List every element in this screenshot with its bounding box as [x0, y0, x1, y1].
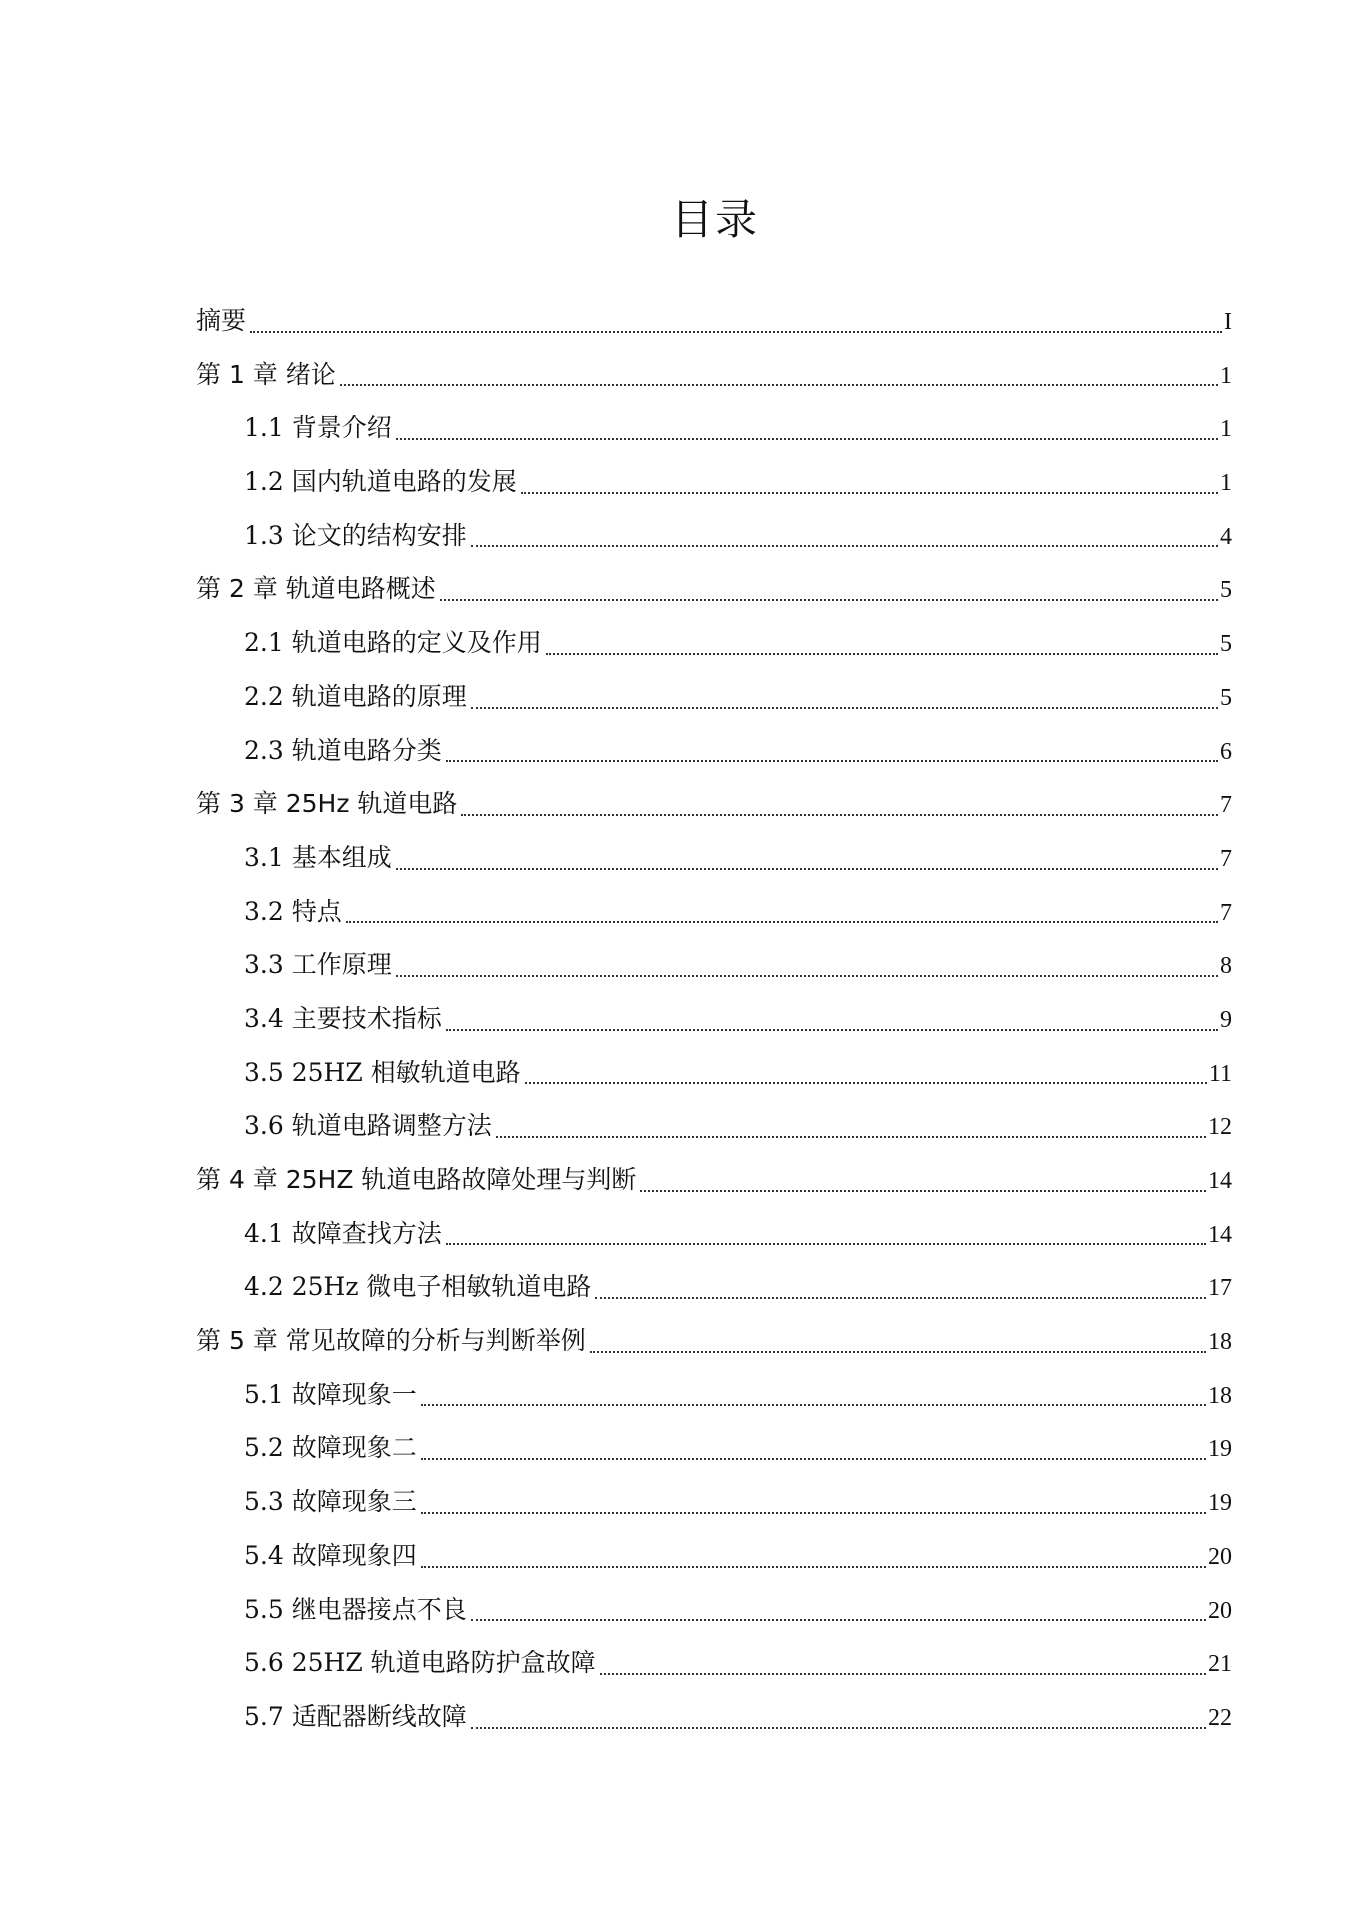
toc-entry-label: 摘要 [196, 306, 247, 335]
toc-entry[interactable] [196, 1099, 1232, 1153]
toc-entry-page: 5 [1220, 631, 1232, 658]
toc-entry[interactable] [196, 992, 1232, 1046]
toc-entry-page: 20 [1208, 1597, 1232, 1624]
toc-entry-label: 5.2 故障现象二 [244, 1433, 417, 1463]
toc-entry-page: 11 [1208, 1060, 1232, 1087]
toc-entry-label: 第 1 章 绪论 [196, 359, 336, 389]
toc-entry-label: 3.1 基本组成 [244, 842, 392, 872]
toc-entry-page: 19 [1208, 1490, 1232, 1517]
toc-entry-label: 3.3 工作原理 [244, 950, 392, 980]
dot-leader [461, 814, 1218, 816]
toc-entry-label: 5.3 故障现象三 [244, 1487, 417, 1517]
toc-entry[interactable] [196, 885, 1232, 939]
toc-entry-label: 1.1 背景介绍 [244, 413, 392, 443]
dot-leader [521, 492, 1218, 494]
toc-entry-label: 4.1 故障查找方法 [244, 1218, 442, 1248]
dot-leader [471, 1727, 1206, 1729]
toc-entry[interactable] [196, 724, 1232, 778]
toc-entry-page: I [1224, 309, 1232, 335]
dot-leader [440, 599, 1218, 601]
toc-title: 目录 [670, 195, 759, 244]
toc-entry-page: 18 [1208, 1382, 1232, 1409]
toc-entry-page: 22 [1208, 1704, 1232, 1731]
toc-entry-label: 3.2 特点 [244, 896, 342, 926]
dot-leader [471, 545, 1218, 547]
toc-entry[interactable] [196, 670, 1232, 724]
dot-leader [421, 1404, 1206, 1406]
toc-entry-label: 2.3 轨道电路分类 [244, 735, 442, 765]
toc-entry-label: 第 4 章 25HZ 轨道电路故障处理与判断 [196, 1165, 637, 1194]
toc-entry-page: 7 [1220, 899, 1232, 926]
toc-entry-page: 9 [1220, 1006, 1232, 1033]
dot-leader [595, 1297, 1206, 1299]
toc-entry-page: 5 [1220, 577, 1232, 604]
toc-entry-page: 7 [1220, 792, 1232, 819]
toc-entry-page: 14 [1208, 1221, 1232, 1248]
toc-entry[interactable] [196, 401, 1232, 455]
dot-leader [396, 868, 1218, 870]
dot-leader [496, 1136, 1206, 1138]
toc-entry[interactable] [196, 1207, 1232, 1261]
toc-entry[interactable] [196, 455, 1232, 509]
toc-entry[interactable] [196, 1153, 1232, 1207]
dot-leader [396, 438, 1218, 440]
toc-list [196, 294, 1232, 1744]
dot-leader [421, 1458, 1206, 1460]
toc-entry-label: 第 5 章 常见故障的分析与判断举例 [196, 1326, 586, 1356]
toc-entry[interactable] [196, 1046, 1232, 1100]
dot-leader [446, 1243, 1206, 1245]
toc-entry-page: 14 [1208, 1168, 1232, 1194]
toc-entry[interactable] [196, 294, 1232, 348]
toc-entry-label: 5.1 故障现象一 [244, 1379, 417, 1409]
toc-entry-label: 1.3 论文的结构安排 [244, 520, 467, 550]
toc-entry-label: 5.5 继电器接点不良 [244, 1594, 467, 1624]
toc-entry-page: 7 [1220, 845, 1232, 872]
toc-entry-page: 20 [1208, 1543, 1232, 1570]
toc-entry[interactable] [196, 831, 1232, 885]
toc-entry[interactable] [196, 562, 1232, 616]
toc-entry-page: 1 [1220, 470, 1232, 497]
toc-entry-label: 3.5 25HZ 相敏轨道电路 [244, 1057, 521, 1087]
toc-entry[interactable] [196, 348, 1232, 402]
toc-entry-label: 5.4 故障现象四 [244, 1540, 417, 1570]
toc-entry-page: 12 [1208, 1114, 1232, 1141]
toc-entry-page: 1 [1220, 416, 1232, 443]
toc-entry-page: 5 [1220, 684, 1232, 711]
toc-entry-label: 4.2 25Hz 微电子相敏轨道电路 [244, 1272, 592, 1302]
dot-leader [471, 707, 1218, 709]
dot-leader [640, 1190, 1206, 1192]
toc-entry-label: 2.2 轨道电路的原理 [244, 681, 467, 711]
toc-entry[interactable] [196, 1475, 1232, 1529]
dot-leader [600, 1673, 1206, 1675]
toc-entry-label: 3.4 主要技术指标 [244, 1003, 442, 1033]
toc-entry-page: 6 [1220, 738, 1232, 765]
toc-entry-page: 21 [1208, 1651, 1232, 1678]
dot-leader [421, 1512, 1206, 1514]
toc-entry[interactable] [196, 1314, 1232, 1368]
toc-entry[interactable] [196, 1583, 1232, 1637]
dot-leader [446, 1029, 1218, 1031]
toc-entry-label: 1.2 国内轨道电路的发展 [244, 467, 517, 497]
toc-entry[interactable] [196, 1421, 1232, 1475]
dot-leader [471, 1619, 1206, 1621]
toc-entry-page: 4 [1220, 523, 1232, 550]
dot-leader [250, 331, 1222, 333]
toc-entry-label: 3.6 轨道电路调整方法 [244, 1111, 492, 1141]
dot-leader [446, 760, 1218, 762]
toc-entry-page: 1 [1220, 362, 1232, 389]
toc-entry[interactable] [196, 509, 1232, 563]
toc-entry[interactable] [196, 938, 1232, 992]
toc-entry-label: 5.7 适配器断线故障 [244, 1701, 467, 1731]
dot-leader [421, 1566, 1206, 1568]
toc-entry[interactable] [196, 1690, 1232, 1744]
toc-entry[interactable] [196, 1529, 1232, 1583]
toc-entry[interactable] [196, 1636, 1232, 1690]
toc-entry[interactable] [196, 1368, 1232, 1422]
dot-leader [340, 384, 1218, 386]
toc-entry-page: 18 [1208, 1329, 1232, 1356]
toc-entry-label: 第 2 章 轨道电路概述 [196, 574, 436, 604]
toc-entry[interactable] [196, 777, 1232, 831]
dot-leader [346, 921, 1218, 923]
toc-entry-label: 2.1 轨道电路的定义及作用 [244, 628, 542, 658]
toc-entry[interactable] [196, 616, 1232, 670]
dot-leader [546, 653, 1218, 655]
toc-entry[interactable] [196, 1260, 1232, 1314]
dot-leader [396, 975, 1218, 977]
toc-entry-page: 17 [1208, 1275, 1232, 1302]
dot-leader [525, 1082, 1207, 1084]
toc-entry-page: 8 [1220, 953, 1232, 980]
toc-entry-label: 第 3 章 25Hz 轨道电路 [196, 789, 458, 819]
dot-leader [590, 1351, 1206, 1353]
toc-entry-page: 19 [1208, 1436, 1232, 1463]
toc-entry-label: 5.6 25HZ 轨道电路防护盒故障 [244, 1648, 596, 1678]
